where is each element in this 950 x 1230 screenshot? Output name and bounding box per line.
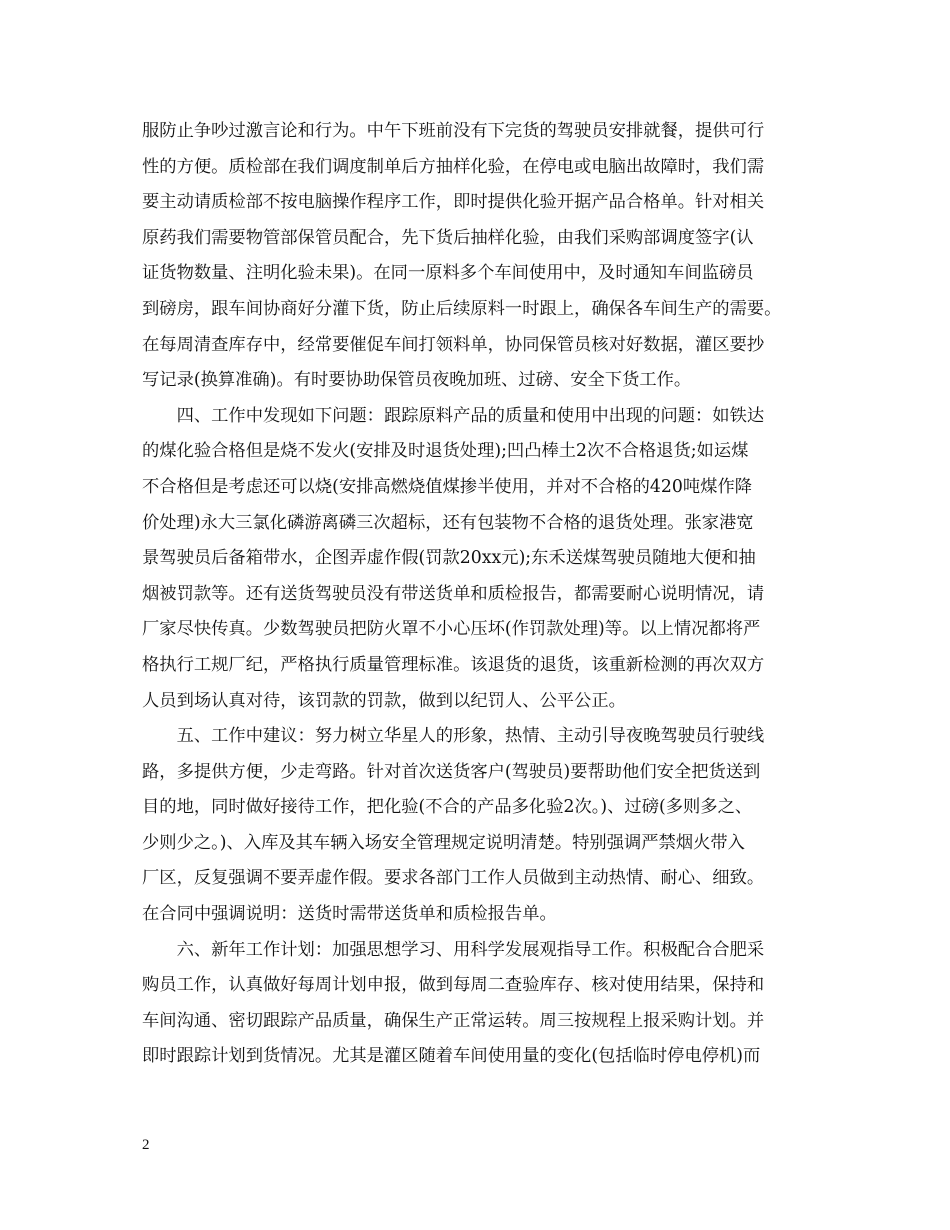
paragraph bbox=[142, 933, 822, 1075]
paragraph bbox=[142, 399, 822, 719]
text-line: 四、工作中发现如下问题：跟踪原料产品的质量和使用中出现的问题：如铁达 bbox=[142, 405, 765, 426]
text-line: 写记录(换算准确)。有时要协助保管员夜晚加班、过磅、安全下货工作。 bbox=[142, 370, 692, 391]
document-body bbox=[142, 114, 822, 1075]
text-line: 的煤化验合格但是烧不发火(安排及时退货处理);凹凸棒土2次不合格退货;如运煤 bbox=[142, 441, 749, 462]
page-number: 2 bbox=[142, 1137, 150, 1153]
text-line: 即时跟踪计划到货情况。尤其是灌区随着车间使用量的变化(包括临时停电停机)而 bbox=[142, 1046, 761, 1067]
text-line: 格执行工规厂纪，严格执行质量管理标准。该退货的退货，该重新检测的再次双方 bbox=[142, 654, 765, 675]
text-line: 到磅房，跟车间协商好分灌下货，防止后续原料一时跟上，确保各车间生产的需要。 bbox=[142, 298, 782, 319]
text-line: 少则少之。)、入库及其车辆入场安全管理规定说明清楚。特别强调严禁烟火带入 bbox=[142, 832, 745, 853]
text-line: 性的方便。质检部在我们调度制单后方抽样化验，在停电或电脑出故障时，我们需 bbox=[142, 156, 765, 177]
text-line: 厂家尽快传真。少数驾驶员把防火罩不小心压坏(作罚款处理)等。以上情况都将严 bbox=[142, 619, 761, 640]
text-line: 五、工作中建议：努力树立华星人的形象，热情、主动引导夜晚驾驶员行驶线 bbox=[142, 726, 765, 747]
text-line: 证货物数量、注明化验未果)。在同一原料多个车间使用中，及时通知车间监磅员 bbox=[142, 263, 754, 284]
text-line: 路，多提供方便，少走弯路。针对首次送货客户(驾驶员)要帮助他们安全把货送到 bbox=[142, 761, 761, 782]
text-line: 车间沟通、密切跟踪产品质量，确保生产正常运转。周三按规程上报采购计划。并 bbox=[142, 1010, 765, 1031]
text-line: 六、新年工作计划：加强思想学习、用科学发展观指导工作。积极配合合肥采 bbox=[142, 939, 765, 960]
text-line: 人员到场认真对待，该罚款的罚款，做到以纪罚人、公平公正。 bbox=[142, 690, 626, 711]
text-line: 购员工作，认真做好每周计划申报，做到每周二查验库存、核对使用结果，保持和 bbox=[142, 975, 765, 996]
text-line: 目的地，同时做好接待工作，把化验(不合的产品多化验2次。)、过磅(多则多之、 bbox=[142, 797, 753, 818]
text-line: 在每周清查库存中，经常要催促车间打领料单，协同保管员核对好数据，灌区要抄 bbox=[142, 334, 765, 355]
text-line: 在合同中强调说明：送货时需带送货单和质检报告单。 bbox=[142, 904, 557, 925]
text-line: 厂区，反复强调不要弄虚作假。要求各部门工作人员做到主动热情、耐心、细致。 bbox=[142, 868, 765, 889]
paragraph bbox=[142, 114, 822, 399]
text-line: 景驾驶员后备箱带水，企图弄虚作假(罚款20xx元);东禾送煤驾驶员随地大便和抽 bbox=[142, 548, 756, 569]
text-line: 原药我们需要物管部保管员配合，先下货后抽样化验，由我们采购部调度签字(认 bbox=[142, 227, 754, 248]
paragraph bbox=[142, 719, 822, 933]
text-line: 价处理)永大三氯化磷游离磷三次超标，还有包装物不合格的退货处理。张家港宽 bbox=[142, 512, 754, 533]
text-line: 要主动请质检部不按电脑操作程序工作，即时提供化验开据产品合格单。针对相关 bbox=[142, 192, 765, 213]
text-line: 烟被罚款等。还有送货驾驶员没有带送货单和质检报告，都需要耐心说明情况，请 bbox=[142, 583, 765, 604]
text-line: 服防止争吵过激言论和行为。中午下班前没有下完货的驾驶员安排就餐，提供可行 bbox=[142, 121, 765, 141]
text-line: 不合格但是考虑还可以烧(安排高燃烧值煤掺半使用，并对不合格的420吨煤作降 bbox=[142, 476, 753, 497]
